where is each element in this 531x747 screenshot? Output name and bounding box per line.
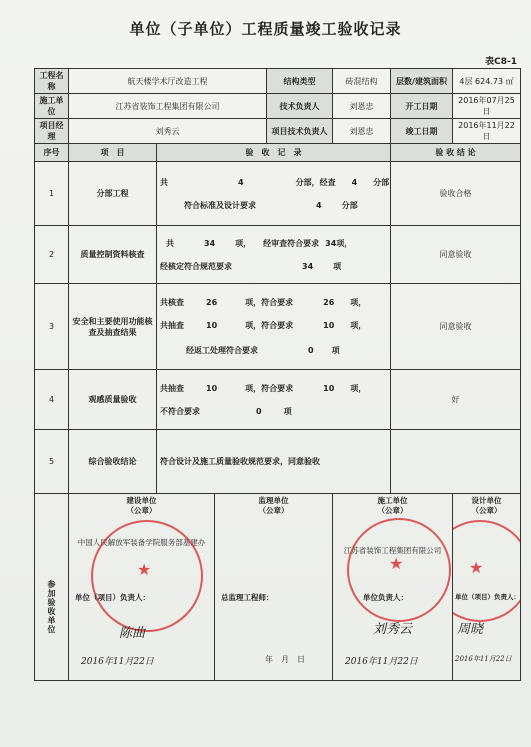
tech-lead-value: 刘恩忠 <box>333 94 391 119</box>
project-tech-lead-value: 刘恩忠 <box>333 119 391 144</box>
designer-stamp <box>453 520 521 622</box>
pm-label: 项目经理 <box>35 119 69 144</box>
row-conclusion: 同意验收 <box>391 226 521 284</box>
unit-client-who: 单位（项目）负责人： <box>75 593 150 602</box>
contractor-stamp-star-icon: ★ <box>389 554 404 573</box>
floors-area-value <box>453 69 521 94</box>
participants-side-label-cell <box>35 494 69 681</box>
unit-designer-date: 2016年11月22日 <box>455 655 512 663</box>
row-item: 安全和主要使用功能核查及抽查结果 <box>69 284 157 370</box>
row-item: 观感质量验收 <box>69 370 157 430</box>
floors-value: 4层 <box>459 76 473 86</box>
row-item: 质量控制资料核查 <box>69 226 157 284</box>
row-conclusion: 同意验收 <box>391 284 521 370</box>
contractor-value: 江苏省装饰工程集团有限公司 <box>69 94 267 119</box>
contractor-label: 施工单位 <box>35 94 69 119</box>
finish-date-value: 2016年11月22日 <box>453 119 521 144</box>
finish-date-label: 竣工日期 <box>391 119 453 144</box>
table-row <box>35 284 521 370</box>
unit-client-date: 2016年11月22日 <box>81 657 154 667</box>
table-row <box>35 370 521 430</box>
floors-area-label: 层数/建筑面积 <box>391 69 453 94</box>
pm-value: 刘秀云 <box>69 119 267 144</box>
unit-client-org: 中国人民解放军装备学院服务部基建办 <box>77 538 206 547</box>
project-name-label: 工程名称 <box>35 69 69 94</box>
row-record: 共核查 26 项，符合要求 26 项， 共抽查 10 项，符合要求 10 项， 经返工处理符合要求 0 项 <box>157 284 391 370</box>
unit-contractor <box>333 494 453 681</box>
table-row <box>35 162 521 226</box>
structure-type-value: 砖混结构 <box>333 69 391 94</box>
header-row-1 <box>35 69 521 94</box>
row-conclusion: 验收合格 <box>391 162 521 226</box>
row-conclusion: 好 <box>391 370 521 430</box>
unit-client <box>69 494 215 681</box>
participants-row <box>35 494 521 681</box>
unit-designer-who: 单位（项目）负责人： <box>455 593 520 601</box>
acceptance-table <box>34 68 521 681</box>
unit-contractor-signature: 刘秀云 <box>373 622 413 637</box>
unit-supervisor <box>215 494 333 681</box>
table-row <box>35 430 521 494</box>
unit-contractor-who: 单位负责人： <box>363 593 408 602</box>
row-no: 5 <box>35 430 69 494</box>
form-code: 表C8-1 <box>485 57 517 67</box>
project-tech-lead-label: 项目技术负责人 <box>267 119 333 144</box>
row-item: 综合验收结论 <box>69 430 157 494</box>
col-item: 项 目 <box>69 144 157 162</box>
row-no: 4 <box>35 370 69 430</box>
unit-supervisor-date: 年 月 日 <box>265 655 305 664</box>
unit-supervisor-who: 总监理工程师： <box>221 593 274 602</box>
start-date-value: 2016年07月25日 <box>453 94 521 119</box>
unit-designer <box>453 494 521 681</box>
tech-lead-label: 技术负责人 <box>267 94 333 119</box>
row-record: 共抽查 10 项，符合要求 10 项， 不符合要求 0 项 <box>157 370 391 430</box>
header-row-3 <box>35 119 521 144</box>
col-record: 验 收 记 录 <box>157 144 391 162</box>
row-no: 1 <box>35 162 69 226</box>
row-no: 2 <box>35 226 69 284</box>
col-no: 序号 <box>35 144 69 162</box>
unit-designer-heading: 设计单位 （公章） <box>471 496 502 515</box>
client-stamp-star-icon: ★ <box>137 560 152 579</box>
start-date-label: 开工日期 <box>391 94 453 119</box>
participants-side-label: 参加验收单位 <box>47 580 56 634</box>
project-name-value: 航天楼学术厅改造工程 <box>69 69 267 94</box>
row-record: 符合设计及施工质量验收规范要求，同意验收 <box>157 430 391 494</box>
row-item: 分部工程 <box>69 162 157 226</box>
row-conclusion <box>391 430 521 494</box>
area-value: 624.73 ㎡ <box>475 76 514 86</box>
unit-supervisor-heading: 监理单位 （公章） <box>258 496 289 515</box>
form-title: 单位（子单位）工程质量竣工验收记录 <box>129 20 402 38</box>
col-conclusion: 验 收 结 论 <box>391 144 521 162</box>
unit-contractor-heading: 施工单位 （公章） <box>377 496 408 515</box>
row-no: 3 <box>35 284 69 370</box>
row-record: 共 34 项， 经审查符合要求 34项， 经核定符合规范要求 34 项 <box>157 226 391 284</box>
table-row <box>35 226 521 284</box>
unit-client-heading: 建设单位 （公章） <box>126 496 157 515</box>
unit-client-signature: 陈曲 <box>119 626 146 641</box>
designer-stamp-star-icon: ★ <box>469 558 484 577</box>
row-record: 共 4 分部，经查 4 分部 符合标准及设计要求 4 分部 <box>157 162 391 226</box>
structure-type-label: 结构类型 <box>267 69 333 94</box>
unit-designer-signature: 周晓 <box>457 622 484 637</box>
header-row-2 <box>35 94 521 119</box>
unit-contractor-org: 江苏省装饰工程集团有限公司 <box>343 546 442 555</box>
unit-contractor-date: 2016年11月22日 <box>345 657 418 667</box>
column-header-row <box>35 144 521 162</box>
